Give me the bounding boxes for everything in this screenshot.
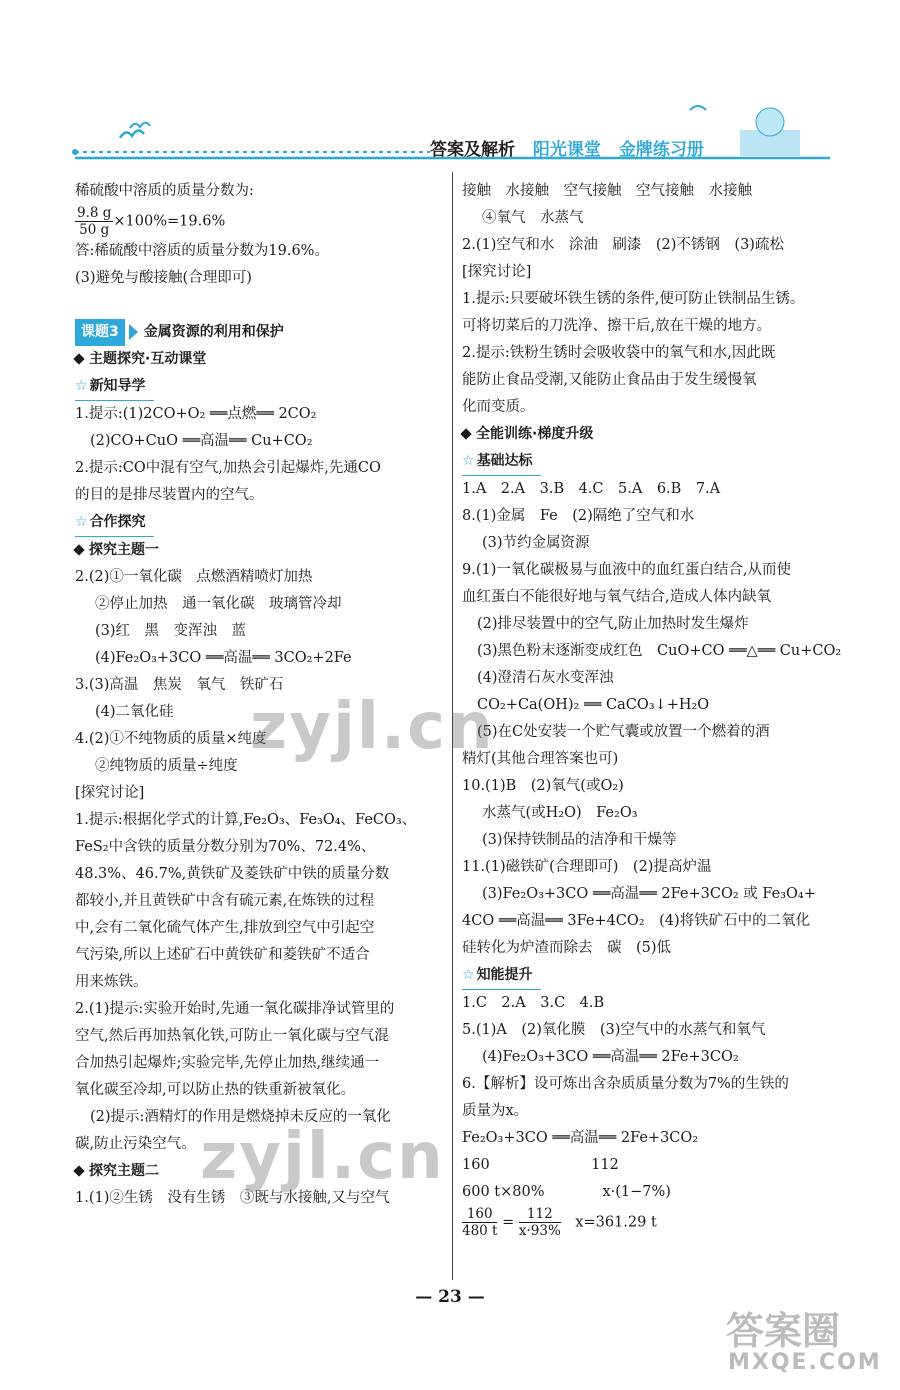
text-line: 1.提示:只要破坏铁生锈的条件,便可防止铁制品生锈。 bbox=[462, 291, 805, 307]
text-line bbox=[75, 509, 445, 537]
text-line bbox=[462, 1206, 840, 1239]
text-line: 5.(1)A (2)氧化膜 (3)空气中的水蒸气和氧气 bbox=[462, 1022, 766, 1038]
subsection-heading: 新知导学 bbox=[89, 378, 146, 394]
text-line bbox=[75, 373, 445, 401]
text-line: [探究讨论] bbox=[75, 785, 145, 801]
text-line: 11.(1)磁铁矿(合理即可) (2)提高炉温 bbox=[462, 859, 712, 875]
text-line: (4)澄清石灰水变浑浊 bbox=[477, 670, 614, 686]
site-logo-domain: MXQE.COM bbox=[728, 1350, 882, 1375]
text-line: (3)保持铁制品的洁净和干燥等 bbox=[482, 832, 677, 848]
section-heading: 全能训练·梯度升级 bbox=[476, 426, 594, 442]
text-line: 接触 水接触 空气接触 空气接触 水接触 bbox=[462, 183, 752, 199]
denominator: 50 g bbox=[79, 222, 110, 238]
text-line: 中,会有二氧化硫气体产生,排放到空气中引起空 bbox=[75, 920, 375, 936]
diamond-icon bbox=[73, 544, 84, 555]
text-line: 血红蛋白不能很好地与氧气结合,造成人体内缺氧 bbox=[462, 589, 772, 605]
text-line: (3)红 黑 变浑浊 蓝 bbox=[95, 623, 247, 639]
denominator: x·93% bbox=[518, 1223, 561, 1239]
text-line: 160 112 bbox=[462, 1157, 619, 1173]
text-line bbox=[75, 292, 445, 319]
text-line: 1.提示:(1)2CO+O₂ ══点燃══ 2CO₂ bbox=[75, 406, 317, 422]
text-line: 水蒸气(或H₂O) Fe₂O₃ bbox=[482, 805, 638, 821]
watermark: zyjl.cn bbox=[250, 690, 495, 764]
watermark: zyjl.cn bbox=[200, 1120, 445, 1194]
text-line: 600 t×80% x·(1−7%) bbox=[462, 1184, 671, 1200]
text-line: (2)CO+CuO ══高温══ Cu+CO₂ bbox=[90, 433, 313, 449]
text-line: 1.C 2.A 3.C 4.B bbox=[462, 995, 605, 1011]
topic-tag: 课题3 bbox=[75, 319, 125, 346]
star-icon: ☆ bbox=[462, 453, 475, 469]
text-line: 1.A 2.A 3.B 4.C 5.A 6.B 7.A bbox=[462, 481, 721, 497]
text-line bbox=[462, 962, 840, 990]
text-line: 3.(3)高温 焦炭 氧气 铁矿石 bbox=[75, 677, 284, 693]
numerator: 112 bbox=[519, 1206, 561, 1223]
text-line bbox=[75, 346, 445, 373]
text-line: 化而变质。 bbox=[462, 399, 535, 415]
diamond-icon bbox=[460, 428, 471, 439]
text-line: Fe₂O₃+3CO ══高温══ 2Fe+3CO₂ bbox=[462, 1130, 699, 1146]
fraction bbox=[75, 205, 113, 238]
subsection-heading: 知能提升 bbox=[476, 967, 533, 983]
text-line: (3)节约金属资源 bbox=[482, 535, 590, 551]
text-line: 2.(1)空气和水 涂油 刷漆 (2)不锈钢 (3)疏松 bbox=[462, 237, 784, 253]
text-line: 稀硫酸中溶质的质量分数为: bbox=[75, 183, 254, 199]
star-icon: ☆ bbox=[75, 514, 88, 530]
text-line: 1.(1)②生锈 没有生锈 ③既与水接触,又与空气 bbox=[75, 1190, 390, 1206]
equation-text: x=361.29 t bbox=[560, 1214, 657, 1231]
text-line: 8.(1)金属 Fe (2)隔绝了空气和水 bbox=[462, 508, 695, 524]
text-line: 质量为x。 bbox=[462, 1103, 529, 1119]
text-line: 4.(2)①不纯物质的质量×纯度 bbox=[75, 731, 267, 747]
text-line: 空气,然后再加热氧化铁,可防止一氧化碳与空气混 bbox=[75, 1028, 389, 1044]
diamond-icon bbox=[73, 1165, 84, 1176]
text-line: 6.【解析】设可炼出含杂质质量分数为7%的生铁的 bbox=[462, 1076, 789, 1092]
header-brand-1: 阳光课堂 bbox=[532, 140, 601, 160]
text-line: 答:稀硫酸中溶质的质量分数为19.6%。 bbox=[75, 243, 329, 259]
text-line: 氧化碳至冷却,可以防止热的铁重新被氧化。 bbox=[75, 1082, 356, 1098]
text-line: (3)黑色粉末逐渐变成红色 CuO+CO ══△══ Cu+CO₂ bbox=[477, 643, 842, 659]
text-line: 都较小,并且黄铁矿中含有硫元素,在炼铁的过程 bbox=[75, 893, 375, 909]
text-line: CO₂+Ca(OH)₂ ══ CaCO₃↓+H₂O bbox=[477, 697, 710, 713]
text-line bbox=[462, 421, 840, 448]
right-column bbox=[462, 178, 840, 1239]
subsection-heading: 基础达标 bbox=[476, 453, 533, 469]
text-line: ②停止加热 通一氧化碳 玻璃管冷却 bbox=[95, 596, 342, 612]
text-line: 2.提示:铁粉生锈时会吸收袋中的氧气和水,因此既 bbox=[462, 345, 776, 361]
text-line: (3)避免与酸接触(合理即可) bbox=[75, 270, 252, 286]
text-line: 可将切菜后的刀洗净、擦干后,放在干燥的地方。 bbox=[462, 318, 772, 334]
diamond-icon bbox=[73, 353, 84, 364]
text-line: (3)Fe₂O₃+3CO ══高温══ 2Fe+3CO₂ 或 Fe₃O₄+ bbox=[482, 886, 816, 902]
header-title bbox=[430, 135, 704, 160]
text-line: ④氧气 水蒸气 bbox=[482, 210, 584, 226]
subsection-heading: 合作探究 bbox=[89, 514, 146, 530]
text-line: 2.(1)提示:实验开始时,先通一氧化碳排净试管里的 bbox=[75, 1001, 395, 1017]
text-line: (2)提示:酒精灯的作用是燃烧掉未反应的一氧化 bbox=[90, 1109, 391, 1125]
arrow-icon bbox=[129, 324, 138, 340]
text-line: (5)在C处安装一个贮气囊或放置一个燃着的酒 bbox=[477, 724, 770, 740]
denominator: 480 t bbox=[462, 1223, 498, 1239]
text-line: 能防止食品受潮,又能防止食品由于发生缓慢氧 bbox=[462, 372, 757, 388]
text-line: 1.提示:根据化学式的计算,Fe₂O₃、Fe₃O₄、FeCO₃、 bbox=[75, 812, 417, 828]
topic-title: 金属资源的利用和保护 bbox=[143, 324, 284, 340]
star-icon: ☆ bbox=[462, 967, 475, 983]
equation-text: ×100%=19.6% bbox=[113, 213, 226, 230]
text-line: 48.3%、46.7%,黄铁矿及菱铁矿中铁的质量分数 bbox=[75, 866, 390, 882]
text-line: ②纯物质的质量÷纯度 bbox=[95, 758, 238, 774]
text-line bbox=[75, 205, 445, 238]
section-heading: 主题探究·互动课堂 bbox=[89, 351, 207, 367]
fraction bbox=[462, 1206, 497, 1239]
text-line: 合加热引起爆炸;实验完毕,先停止加热,继续通一 bbox=[75, 1055, 380, 1071]
header-brand-2: 金牌练习册 bbox=[618, 140, 704, 160]
text-line: 硅转化为炉渣而除去 碳 (5)低 bbox=[462, 940, 672, 956]
text-line: 10.(1)B (2)氧气(或O₂) bbox=[462, 778, 624, 794]
text-line: (2)排尽装置中的空气,防止加热时发生爆炸 bbox=[477, 616, 749, 632]
text-line: 气污染,所以上述矿石中黄铁矿和菱铁矿不适合 bbox=[75, 947, 370, 963]
text-line: 9.(1)一氧化碳极易与血液中的血红蛋白结合,从而使 bbox=[462, 562, 791, 578]
section-heading: 探究主题一 bbox=[89, 542, 159, 558]
numerator: 160 bbox=[462, 1206, 497, 1223]
text-line: 用来炼铁。 bbox=[75, 974, 148, 990]
star-icon: ☆ bbox=[75, 378, 88, 394]
text-line: 2.(2)①一氧化碳 点燃酒精喷灯加热 bbox=[75, 569, 313, 585]
text-line bbox=[462, 448, 840, 476]
text-line: 碳,防止污染空气。 bbox=[75, 1136, 196, 1152]
numerator: 9.8 g bbox=[77, 205, 112, 221]
text-line: 的目的是排尽装置内的空气。 bbox=[75, 487, 264, 503]
text-line: (4)Fe₂O₃+3CO ══高温══ 2Fe+3CO₂ bbox=[482, 1049, 739, 1065]
text-line: (4)Fe₂O₃+3CO ══高温══ 3CO₂+2Fe bbox=[95, 650, 352, 666]
text-line bbox=[75, 537, 445, 564]
text-line: (4)二氧化硅 bbox=[95, 704, 174, 720]
page-header bbox=[70, 100, 830, 170]
text-line bbox=[75, 319, 445, 346]
site-logo: 答案圈 bbox=[726, 1309, 841, 1353]
text-line: [探究讨论] bbox=[462, 264, 532, 280]
fraction bbox=[519, 1206, 561, 1239]
equals-sign: = bbox=[497, 1214, 519, 1231]
header-title-main: 答案及解析 bbox=[430, 140, 515, 160]
page-number: — 23 — bbox=[415, 1287, 485, 1307]
text-line: 精灯(其他合理答案也可) bbox=[462, 751, 619, 767]
text-line: 4CO ══高温══ 3Fe+4CO₂ (4)将铁矿石中的二氧化 bbox=[462, 913, 811, 929]
text-line: 2.提示:CO中混有空气,加热会引起爆炸,先通CO bbox=[75, 460, 381, 476]
section-heading: 探究主题二 bbox=[89, 1163, 159, 1179]
text-line: FeS₂中含铁的质量分数分别为70%、72.4%、 bbox=[75, 839, 376, 855]
